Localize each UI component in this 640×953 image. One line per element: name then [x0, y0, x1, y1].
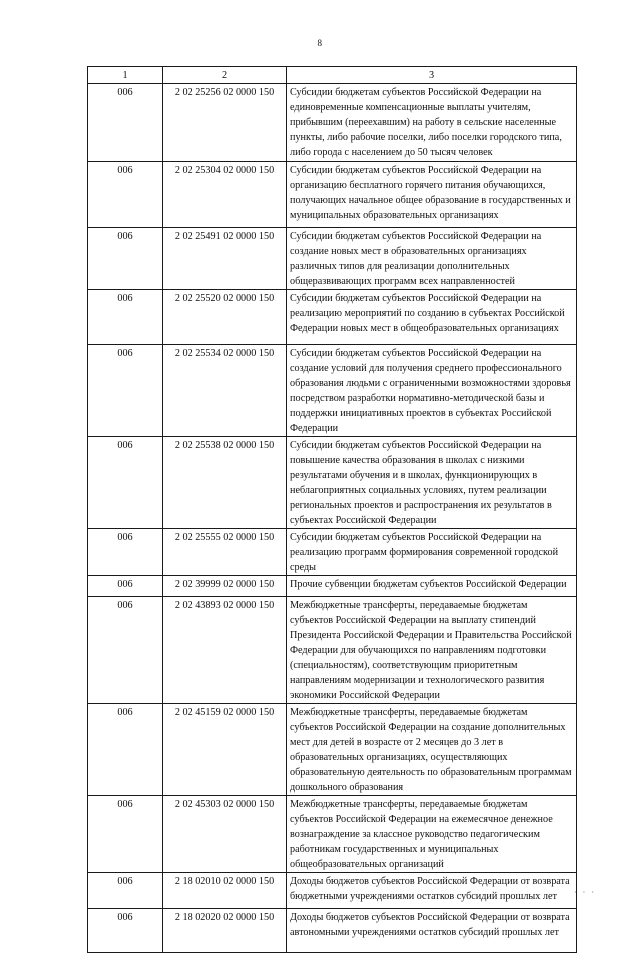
income-name-cell: Доходы бюджетов субъектов Российской Федерации от возврата автономными учреждениями остатков субсидий прошлых лет [287, 909, 577, 953]
table-row [88, 796, 577, 873]
admin-code-cell: 006 [88, 704, 163, 796]
income-name-cell: Межбюджетные трансферты, передаваемые бюджетам субъектов Российской Федерации на выплату стипендий Президента Российской Федерации и Правительства Российской Федерации для обучающихся по направлениям подготовки (специальностям), соответствующим приоритетным направлениям модернизации и технологического развития экономики Российской Федерации [287, 597, 577, 704]
budget-code-cell: 2 18 02020 02 0000 150 [163, 909, 287, 953]
income-name-cell: Субсидии бюджетам субъектов Российской Федерации на повышение качества образования в школах с низкими результатами обучения и в школах, функционирующих в неблагоприятных социальных условиях, путем реализации региональных проектов и распространения их результатов в субъектах Российской Федерации [287, 437, 577, 529]
income-name-cell: Прочие субвенции бюджетам субъектов Российской Федерации [287, 576, 577, 597]
admin-code-cell: 006 [88, 290, 163, 345]
budget-code-cell: 2 02 25256 02 0000 150 [163, 84, 287, 162]
income-name-cell: Межбюджетные трансферты, передаваемые бюджетам субъектов Российской Федерации на создание дополнительных мест для детей в возрасте от 2 месяцев до 3 лет в образовательных организациях, осуществляющих образовательную деятельность по образовательным программам дошкольного образования [287, 704, 577, 796]
admin-code-cell: 006 [88, 345, 163, 437]
income-name-cell: Субсидии бюджетам субъектов Российской Федерации на реализацию мероприятий по созданию в субъектах Российской Федерации новых мест в общеобразовательных организациях [287, 290, 577, 345]
table-row [88, 529, 577, 576]
income-name-cell: Субсидии бюджетам субъектов Российской Федерации на создание условий для получения среднего профессионального образования людьми с ограниченными возможностями здоровья посредством разработки нормативно-методической базы и поддержки инициативных проектов в субъектах Российской Федерации [287, 345, 577, 437]
admin-code-cell: 006 [88, 162, 163, 228]
scan-mark: · · · [574, 888, 596, 897]
table-row [88, 162, 577, 228]
budget-code-cell: 2 02 45303 02 0000 150 [163, 796, 287, 873]
admin-code-cell: 006 [88, 909, 163, 953]
table-row [88, 704, 577, 796]
table-row [88, 228, 577, 290]
table-row [88, 437, 577, 529]
budget-code-cell: 2 02 25534 02 0000 150 [163, 345, 287, 437]
table-header-row [88, 67, 577, 84]
table-row [88, 345, 577, 437]
column-header-1: 1 [88, 67, 163, 84]
table-row [88, 290, 577, 345]
admin-code-cell: 006 [88, 796, 163, 873]
column-header-3: 3 [287, 67, 577, 84]
budget-code-cell: 2 02 25491 02 0000 150 [163, 228, 287, 290]
budget-code-cell: 2 18 02010 02 0000 150 [163, 873, 287, 909]
admin-code-cell: 006 [88, 84, 163, 162]
income-name-cell: Субсидии бюджетам субъектов Российской Федерации на организацию бесплатного горячего питания обучающихся, получающих начальное общее образование в государственных и муниципальных образовательных организациях [287, 162, 577, 228]
income-name-cell: Субсидии бюджетам субъектов Российской Федерации на реализацию программ формирования современной городской среды [287, 529, 577, 576]
budget-code-cell: 2 02 45159 02 0000 150 [163, 704, 287, 796]
income-name-cell: Межбюджетные трансферты, передаваемые бюджетам субъектов Российской Федерации на ежемесячное денежное вознаграждение за классное руководство педагогическим работникам государственных и муниципальных общеобразовательных организаций [287, 796, 577, 873]
budget-code-cell: 2 02 25520 02 0000 150 [163, 290, 287, 345]
admin-code-cell: 006 [88, 597, 163, 704]
admin-code-cell: 006 [88, 873, 163, 909]
revenue-codes-table [87, 66, 577, 953]
budget-code-cell: 2 02 25555 02 0000 150 [163, 529, 287, 576]
table-row [88, 909, 577, 953]
budget-code-cell: 2 02 43893 02 0000 150 [163, 597, 287, 704]
budget-code-cell: 2 02 39999 02 0000 150 [163, 576, 287, 597]
income-name-cell: Доходы бюджетов субъектов Российской Федерации от возврата бюджетными учреждениями остатков субсидий прошлых лет [287, 873, 577, 909]
table-row [88, 597, 577, 704]
table-row [88, 84, 577, 162]
budget-code-cell: 2 02 25538 02 0000 150 [163, 437, 287, 529]
admin-code-cell: 006 [88, 228, 163, 290]
table-row [88, 873, 577, 909]
income-name-cell: Субсидии бюджетам субъектов Российской Федерации на единовременные компенсационные выплаты учителям, прибывшим (переехавшим) на работу в сельские населенные пункты, либо рабочие поселки, либо поселки городского типа, либо города с населением до 50 тысяч человек [287, 84, 577, 162]
page-number: 8 [317, 38, 323, 48]
income-name-cell: Субсидии бюджетам субъектов Российской Федерации на создание новых мест в образовательных организациях различных типов для реализации дополнительных общеразвивающих программ всех направленностей [287, 228, 577, 290]
admin-code-cell: 006 [88, 437, 163, 529]
admin-code-cell: 006 [88, 576, 163, 597]
column-header-2: 2 [163, 67, 287, 84]
table-row [88, 576, 577, 597]
admin-code-cell: 006 [88, 529, 163, 576]
budget-code-cell: 2 02 25304 02 0000 150 [163, 162, 287, 228]
